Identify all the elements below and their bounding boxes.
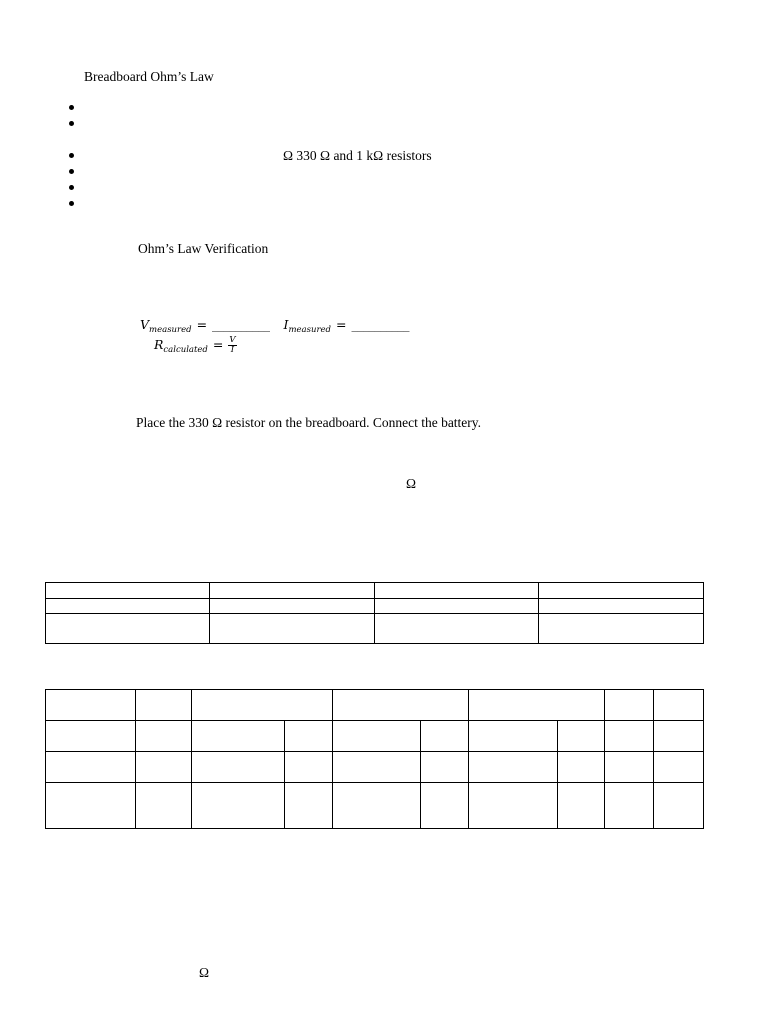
table-cell (654, 783, 704, 829)
table-cell (46, 614, 210, 644)
omega-symbol: Ω (406, 476, 417, 491)
table-cell (605, 690, 654, 721)
table-cell (539, 614, 704, 644)
table-cell (421, 783, 469, 829)
table-cell (210, 583, 375, 599)
table-cell (210, 614, 375, 644)
table-cell (192, 721, 285, 752)
table-cell (333, 783, 421, 829)
table-cell (285, 721, 333, 752)
table-cell (539, 599, 704, 614)
table-cell (469, 721, 558, 752)
table-cell (333, 690, 469, 721)
equals-sign: = (212, 337, 224, 352)
table-cell (46, 783, 136, 829)
table-cell (558, 783, 605, 829)
table-row (46, 752, 704, 783)
table-cell (136, 783, 192, 829)
r-symbol: R (154, 337, 164, 352)
table-cell (375, 599, 539, 614)
table-cell (605, 752, 654, 783)
table-cell (469, 690, 605, 721)
table-row (46, 614, 704, 644)
table-cell (46, 690, 136, 721)
table-cell (136, 690, 192, 721)
table-cell (192, 690, 333, 721)
table-cell (654, 752, 704, 783)
v-blank: __________ (212, 317, 270, 332)
fraction-denominator: I (230, 345, 235, 355)
omega-symbol: Ω (199, 965, 210, 980)
table-cell (285, 783, 333, 829)
instruction-text: Place the 330 Ω resistor on the breadboard. Connect the battery. (136, 415, 482, 430)
table-cell (375, 614, 539, 644)
table-row (46, 690, 704, 721)
v-subscript: measured (149, 325, 192, 335)
table-row (46, 721, 704, 752)
v-symbol: V (140, 317, 150, 332)
calculation-equation (154, 336, 237, 355)
i-blank: __________ (351, 317, 409, 332)
table-cell (46, 721, 136, 752)
table-row (46, 783, 704, 829)
table-cell (539, 583, 704, 599)
table-cell (654, 721, 704, 752)
bullet-6 (69, 201, 74, 206)
table-cell (136, 752, 192, 783)
table-cell (136, 721, 192, 752)
table-cell (605, 721, 654, 752)
document-title: Breadboard Ohm’s Law (84, 69, 214, 84)
table-cell (333, 752, 421, 783)
table-cell (192, 783, 285, 829)
table-cell (421, 721, 469, 752)
bullet-1 (69, 105, 74, 110)
resistor-list-text: Ω 330 Ω and 1 kΩ resistors (283, 148, 432, 163)
measurement-equation (140, 317, 409, 335)
table-cell (46, 599, 210, 614)
table-cell (192, 752, 285, 783)
bullet-5 (69, 185, 74, 190)
data-table-2 (45, 689, 704, 829)
table-cell (654, 690, 704, 721)
table-cell (333, 721, 421, 752)
section-heading: Ohm’s Law Verification (138, 241, 269, 256)
i-symbol: I (283, 317, 289, 332)
table-row (46, 583, 704, 599)
table-cell (46, 583, 210, 599)
fraction-numerator: V (229, 335, 236, 345)
r-subscript: calculated (163, 345, 208, 355)
table-cell (469, 752, 558, 783)
i-subscript: measured (288, 325, 331, 335)
bullet-4 (69, 169, 74, 174)
bullet-2 (69, 121, 74, 126)
equals-sign: = (336, 317, 347, 332)
table-cell (210, 599, 375, 614)
table-cell (285, 752, 333, 783)
table-cell (558, 721, 605, 752)
table-row (46, 599, 704, 614)
table-cell (421, 752, 469, 783)
equals-sign: = (196, 317, 208, 332)
bullet-3 (69, 153, 74, 158)
table-cell (375, 583, 539, 599)
data-table-1 (45, 582, 704, 644)
table-cell (605, 783, 654, 829)
table-cell (46, 752, 136, 783)
table-cell (469, 783, 558, 829)
table-cell (558, 752, 605, 783)
fraction (228, 336, 236, 355)
